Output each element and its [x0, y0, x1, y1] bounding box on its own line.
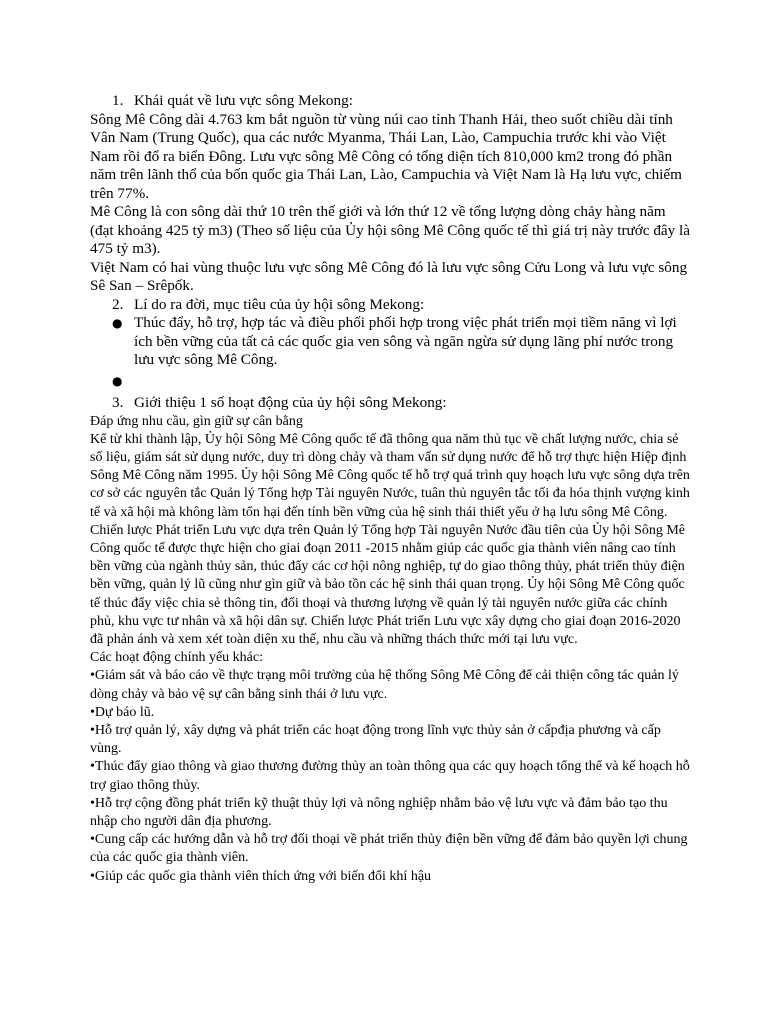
bullet-icon: ● [112, 316, 123, 330]
section-1 [90, 92, 690, 296]
section-3-subheading: Đáp ứng nhu cầu, gìn giữ sự cân bằng [90, 413, 303, 429]
section-3-title: Giới thiệu 1 số hoạt động của ủy hội sông Mekong: [134, 394, 447, 411]
activity-item: •Hỗ trợ cộng đồng phát triển kỹ thuật thủy lợi và nông nghiệp nhằm bảo vệ lưu vực và đảm bảo tạo thu nhập cho người dân địa phương. [90, 795, 668, 829]
section-1-heading [90, 92, 690, 111]
section-3-heading [90, 394, 690, 413]
activity-item: •Hỗ trợ quản lý, xây dựng và phát triển các hoạt động trong lĩnh vực thủy sản ở cấpđịa phương và cấp vùng. [90, 722, 661, 757]
document-body [90, 92, 690, 886]
section-3 [90, 394, 690, 886]
activity-item: •Giám sát và báo cáo về thực trạng môi trường của hệ thống Sông Mê Công để cải thiện công tác quản lý dòng chảy và bảo vệ sự cân bằng sinh thái ở lưu vực. [90, 668, 679, 702]
bullet-icon: ● [112, 373, 123, 388]
activity-item: •Giúp các quốc gia thành viên thích ứng với biến đổi khí hậu [90, 868, 432, 884]
bullet-item [90, 314, 690, 370]
section-1-paragraph: Việt Nam có hai vùng thuộc lưu vực sông Mê Công đó là lưu vực sông Cửu Long và lưu vực sông Sê San – Srêpốk. [90, 258, 688, 294]
section-3-paragraph: Kể từ khi thành lập, Ủy hội Sông Mê Công quốc tế đã thông qua năm thủ tục về chất lượng nước, chia sẻ số liệu, giám sát sử dụng nước, duy trì dòng chảy và tham vấn sử dụng nước để hỗ trợ thực hiện Hiệp định Sông Mê Công năm 1995. Ủy hội Sông Mê Công quốc tế hỗ trợ quá trình quy hoạch lưu vực sông dựa trên cơ sở các nguyên tắc Quản lý Tổng hợp Tài nguyên Nước, tuân thủ nguyên tắc tối đa hóa thịnh vượng kinh tế và xã hội mà không làm tổn hại đến tính bền vững của hệ sinh thái thiết yếu ở hạ lưu sông Mê Công. Chiến lược Phát triển Lưu vực dựa trên Quản lý Tổng hợp Tài nguyên Nước đầu tiên của Ủy hội Sông Mê Công quốc tế được thực hiện cho giai đoạn 2011 -2015 nhằm giúp các quốc gia thành viên nâng cao tính bền vững của ngành thủy sản, thúc đẩy các cơ hội nông nghiệp, tự do giao thông thủy, phát triển thủy điện bền vững, quản lý lũ cũng như gìn giữ và bảo tồn các hệ sinh thái quan trọng. Ủy hội Sông Mê Công quốc tế thúc đẩy việc chia sẻ thông tin, đối thoại và thương lượng về quản lý tài nguyên nước giữa các chính phủ, khu vực tư nhân và xã hội dân sự. Chiến lược Phát triển Lưu vực xây dựng cho giai đoạn 2016-2020 đã phản ánh và xem xét toàn diện xu thế, nhu cầu và những thách thức mới tại lưu vực. [90, 431, 690, 647]
activities-heading: Các hoạt động chính yếu khác: [90, 650, 264, 666]
section-2-title: Lí do ra đời, mục tiêu của ủy hội sông Mekong: [134, 295, 425, 313]
section-1-paragraph: Sông Mê Công dài 4.763 km bắt nguồn từ vùng núi cao tỉnh Thanh Hải, theo suốt chiều dài tỉnh Vân Nam (Trung Quốc), qua các nước Myanma, Thái Lan, Lào, Campuchia trước khi vào Việt Nam rồi đổ ra biển Đông. Lưu vực sông Mê Công có tổng diện tích 810,000 km2 trong đó phần năm trên lãnh thổ của bốn quốc gia Thái Lan, Lào, Campuchia và Việt Nam là Hạ lưu vực, chiếm trên 77%. [90, 110, 682, 202]
activity-item: •Dự báo lũ. [90, 704, 155, 720]
section-2-number: 2. [112, 295, 124, 313]
section-1-number: 1. [112, 92, 124, 109]
activity-item: •Thúc đẩy giao thông và giao thương đường thủy an toàn thông qua các quy hoạch tổng thể và kế hoạch hỗ trợ giao thông thủy. [90, 759, 690, 793]
bullet-text: Thúc đẩy, hỗ trợ, hợp tác và điều phối phối hợp trong việc phát triển mọi tiềm năng vì lợi ích bền vững của tất cả các quốc gia ven sông và ngăn ngừa sử dụng lãng phí nước trong lưu vực sông Mê Công. [134, 314, 677, 368]
section-2 [90, 296, 690, 391]
bullet-item [90, 372, 690, 391]
section-1-title: Khái quát về lưu vực sông Mekong: [134, 92, 353, 109]
section-1-paragraph: Mê Công là con sông dài thứ 10 trên thế giới và lớn thứ 12 về tổng lượng dòng chảy hàng năm (đạt khoảng 425 tỷ m3) (Theo số liệu của Ủy hội sông Mê Công quốc tế thì giá trị này trước đây là 475 tỷ m3). [90, 203, 691, 257]
section-2-heading [90, 296, 690, 315]
section-3-number: 3. [112, 394, 124, 411]
activity-item: •Cung cấp các hướng dẫn và hỗ trợ đối thoại về phát triển thủy điện bền vững để đảm bảo quyền lợi chung của các quốc gia thành viên. [90, 832, 688, 866]
